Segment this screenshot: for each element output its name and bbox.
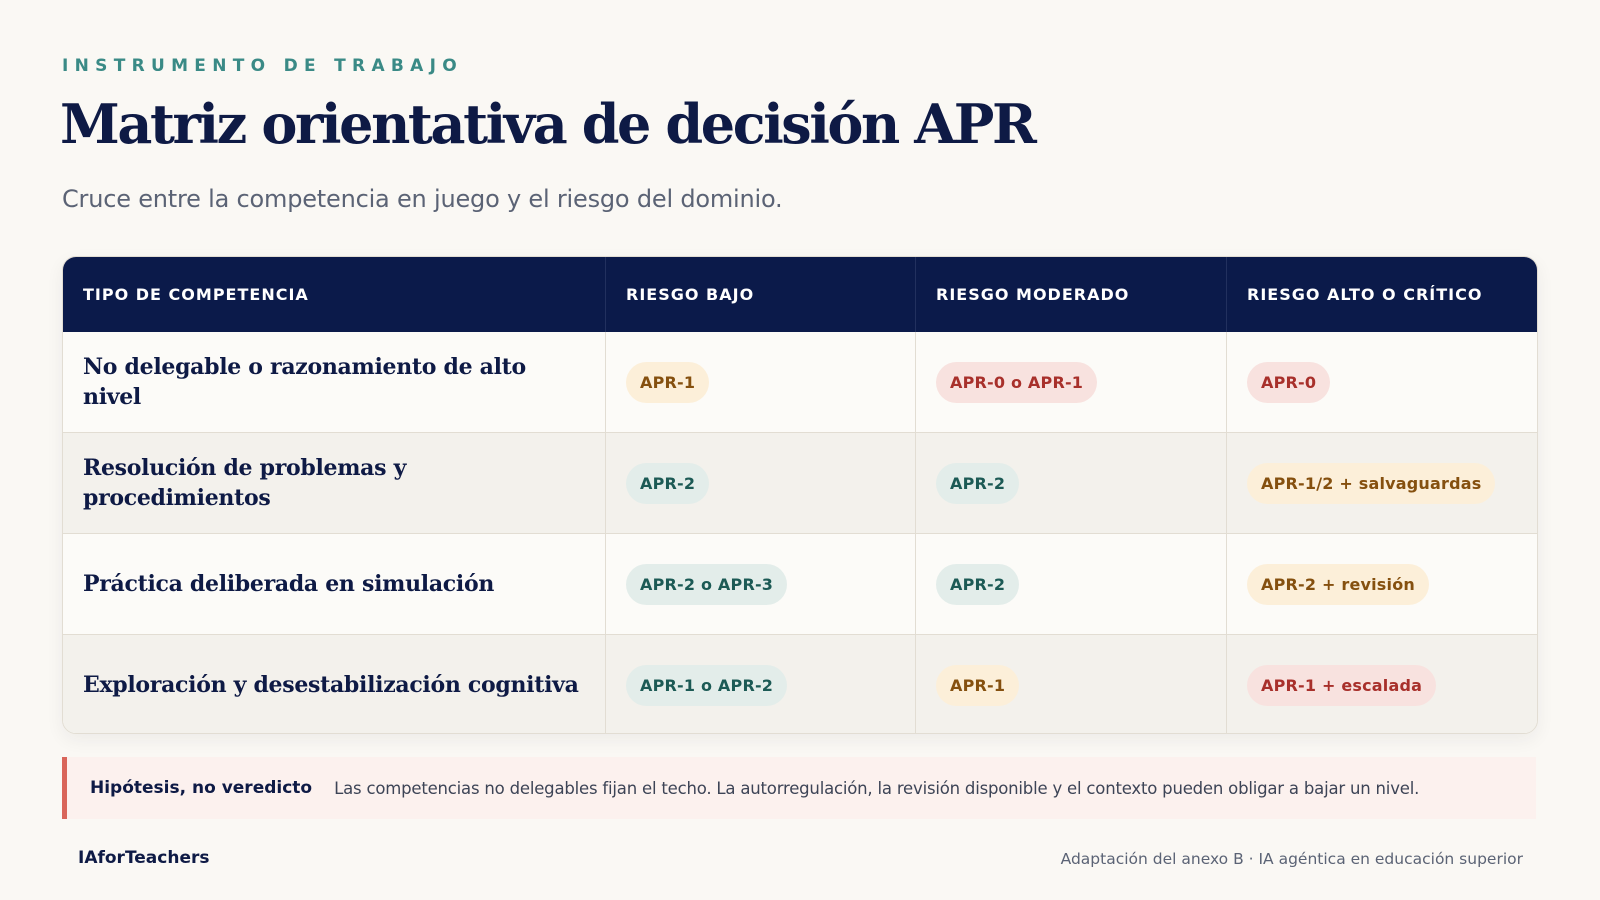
source-credit: Adaptación del anexo B · IA agéntica en educación superior xyxy=(1060,850,1523,868)
apr-badge: APR-2 xyxy=(936,564,1019,605)
page-subtitle: Cruce entre la competencia en juego y el riesgo del dominio. xyxy=(62,185,783,213)
apr-badge: APR-2 xyxy=(936,463,1019,504)
table-row xyxy=(63,635,1537,734)
decision-matrix-table xyxy=(62,256,1538,734)
header-risk-high: RIESGO ALTO O CRÍTICO xyxy=(1247,285,1483,304)
apr-badge: APR-1 xyxy=(626,362,709,403)
header-risk-moderate: RIESGO MODERADO xyxy=(916,257,1227,332)
competence-label: No delegable o razonamiento de alto nivel xyxy=(83,354,526,410)
header-competence: TIPO DE COMPETENCIA xyxy=(63,257,606,332)
apr-badge: APR-2 o APR-3 xyxy=(626,564,787,605)
table-row xyxy=(63,332,1537,433)
competence-label: Exploración y desestabilización cognitiva xyxy=(83,672,579,698)
apr-badge: APR-2 xyxy=(626,463,709,504)
apr-badge: APR-2 + revisión xyxy=(1247,564,1429,605)
competence-label: Práctica deliberada en simulación xyxy=(83,571,495,597)
table-row xyxy=(63,534,1537,635)
brand-logo: IAforTeachers xyxy=(78,848,210,868)
note-label: Hipótesis, no veredicto xyxy=(90,778,313,798)
apr-badge: APR-1 o APR-2 xyxy=(626,665,787,706)
header-risk-low: RIESGO BAJO xyxy=(606,257,916,332)
table-header-row xyxy=(63,257,1537,332)
page-title: Matriz orientativa de decisión APR xyxy=(60,92,1035,156)
apr-badge: APR-1 xyxy=(936,665,1019,706)
hypothesis-note xyxy=(62,757,1536,819)
apr-badge: APR-0 xyxy=(1247,362,1330,403)
note-text: Las competencias no delegables fijan el techo. La autorregulación, la revisión disponible y el contexto pueden obligar a bajar un nivel. xyxy=(334,778,1420,798)
eyebrow: INSTRUMENTO DE TRABAJO xyxy=(62,56,463,76)
apr-badge: APR-1/2 + salvaguardas xyxy=(1247,463,1495,504)
table-row xyxy=(63,433,1537,534)
apr-badge: APR-0 o APR-1 xyxy=(936,362,1097,403)
competence-label: Resolución de problemas y procedimientos xyxy=(83,455,407,511)
apr-badge: APR-1 + escalada xyxy=(1247,665,1436,706)
